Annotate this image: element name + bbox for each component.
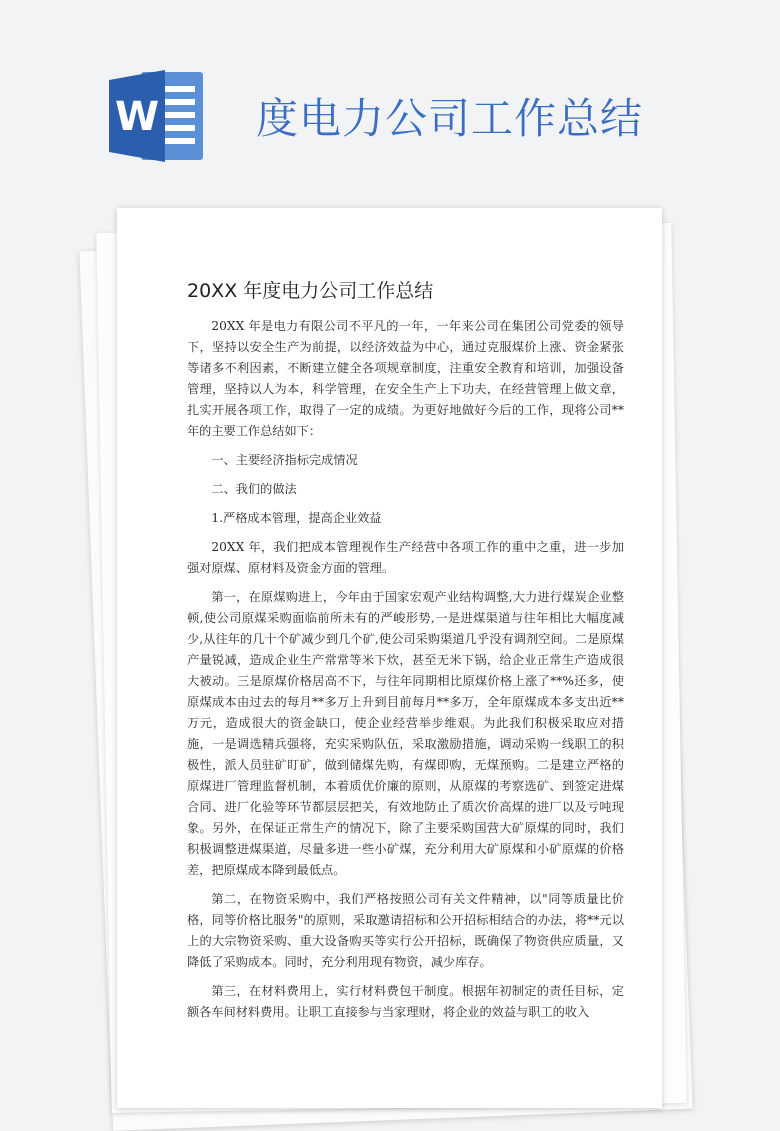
- paragraph-cost-management: 20XX 年，我们把成本管理视作生产经营中各项工作的重中之重，进一步加强对原煤、原材料及资金方面的管理。: [187, 540, 624, 575]
- page-title: 度电力公司工作总结: [256, 94, 644, 143]
- paragraph-coal-purchase: 第一，在原煤购进上，今年由于国家宏观产业结构调整,大力进行煤炭企业整顿,使公司原煤采购面临前所未有的严峻形势,一是进煤渠道与往年相比大幅度减少,从往年的几十个矿减少到几个矿,使公司采购渠道几乎没有调剂空间。二是原煤产量锐减，造成企业生产常常等米下炊，甚至无米下锅，给企业正常生产造成很大被动。三是原煤价格居高不下，与往年同期相比原煤价格上涨了**%还多，使原煤成本由过去的每月**多万上升到目前每月**多万，全年原煤成本多支出近**万元，造成很大的资金缺口，使企业经营举步维艰。为此我们积极采取应对措施，一是调选精兵强将，充实采购队伍，采取激励措施，调动采购一线职工的积极性，派人员驻矿盯矿，做到储煤先购，有煤即购，无煤预购。二是建立严格的原煤进厂管理监督机制，本着质优价廉的原则，从原煤的考察选矿、到签定进煤合同、进厂化验等环节都层层把关，有效地防止了质次价高煤的进厂以及亏吨现象。另外，在保证正常生产的情况下，除了主要采购国营大矿原煤的同时，我们积极调整进煤渠道，尽量多进一些小矿煤，充分利用大矿原煤和小矿原煤的价格差，把原煤成本降到最低点。: [187, 590, 624, 877]
- document-page: [117, 208, 662, 1108]
- paragraph-material-cost: 第三，在材料费用上，实行材料费包干制度。根据年初制定的责任目标，定额各车间材料费用。让职工直接参与当家理财，将企业的效益与职工的收入: [187, 984, 624, 1019]
- heading-section-2: 二、我们的做法: [211, 482, 297, 496]
- document-title: 20XX 年度电力公司工作总结: [187, 280, 434, 302]
- paragraph-intro: 20XX 年是电力有限公司不平凡的一年，一年来公司在集团公司党委的领导下，坚持以安全生产为前提，以经济效益为中心，通过克服煤价上涨、资金紧张等诸多不利因素，不断建立健全各项规章制度，注重安全教育和培训，加强设备管理，坚持以人为本，科学管理，在安全生产上下功夫，在经营管理上做文章，扎实开展各项工作，取得了一定的成绩。为更好地做好今后的工作，现将公司**年的主要工作总结如下：: [187, 319, 624, 438]
- word-document-icon: [107, 66, 207, 166]
- header-banner: [0, 0, 780, 200]
- document-body: [187, 316, 624, 1031]
- paragraph-material-purchase: 第二，在物资采购中，我们严格按照公司有关文件精神，以"同等质量比价格，同等价格比服务"的原则，采取邀请招标和公开招标相结合的办法，将**元以上的大宗物资采购、重大设备购买等实行公开招标，既确保了物资供应质量，又降低了采购成本。同时，充分利用现有物资，减少库存。: [187, 892, 624, 969]
- word-icon-letter: W: [114, 94, 160, 140]
- heading-section-1: 一、主要经济指标完成情况: [211, 453, 358, 467]
- heading-subsection-1: 1.严格成本管理，提高企业效益: [211, 511, 382, 525]
